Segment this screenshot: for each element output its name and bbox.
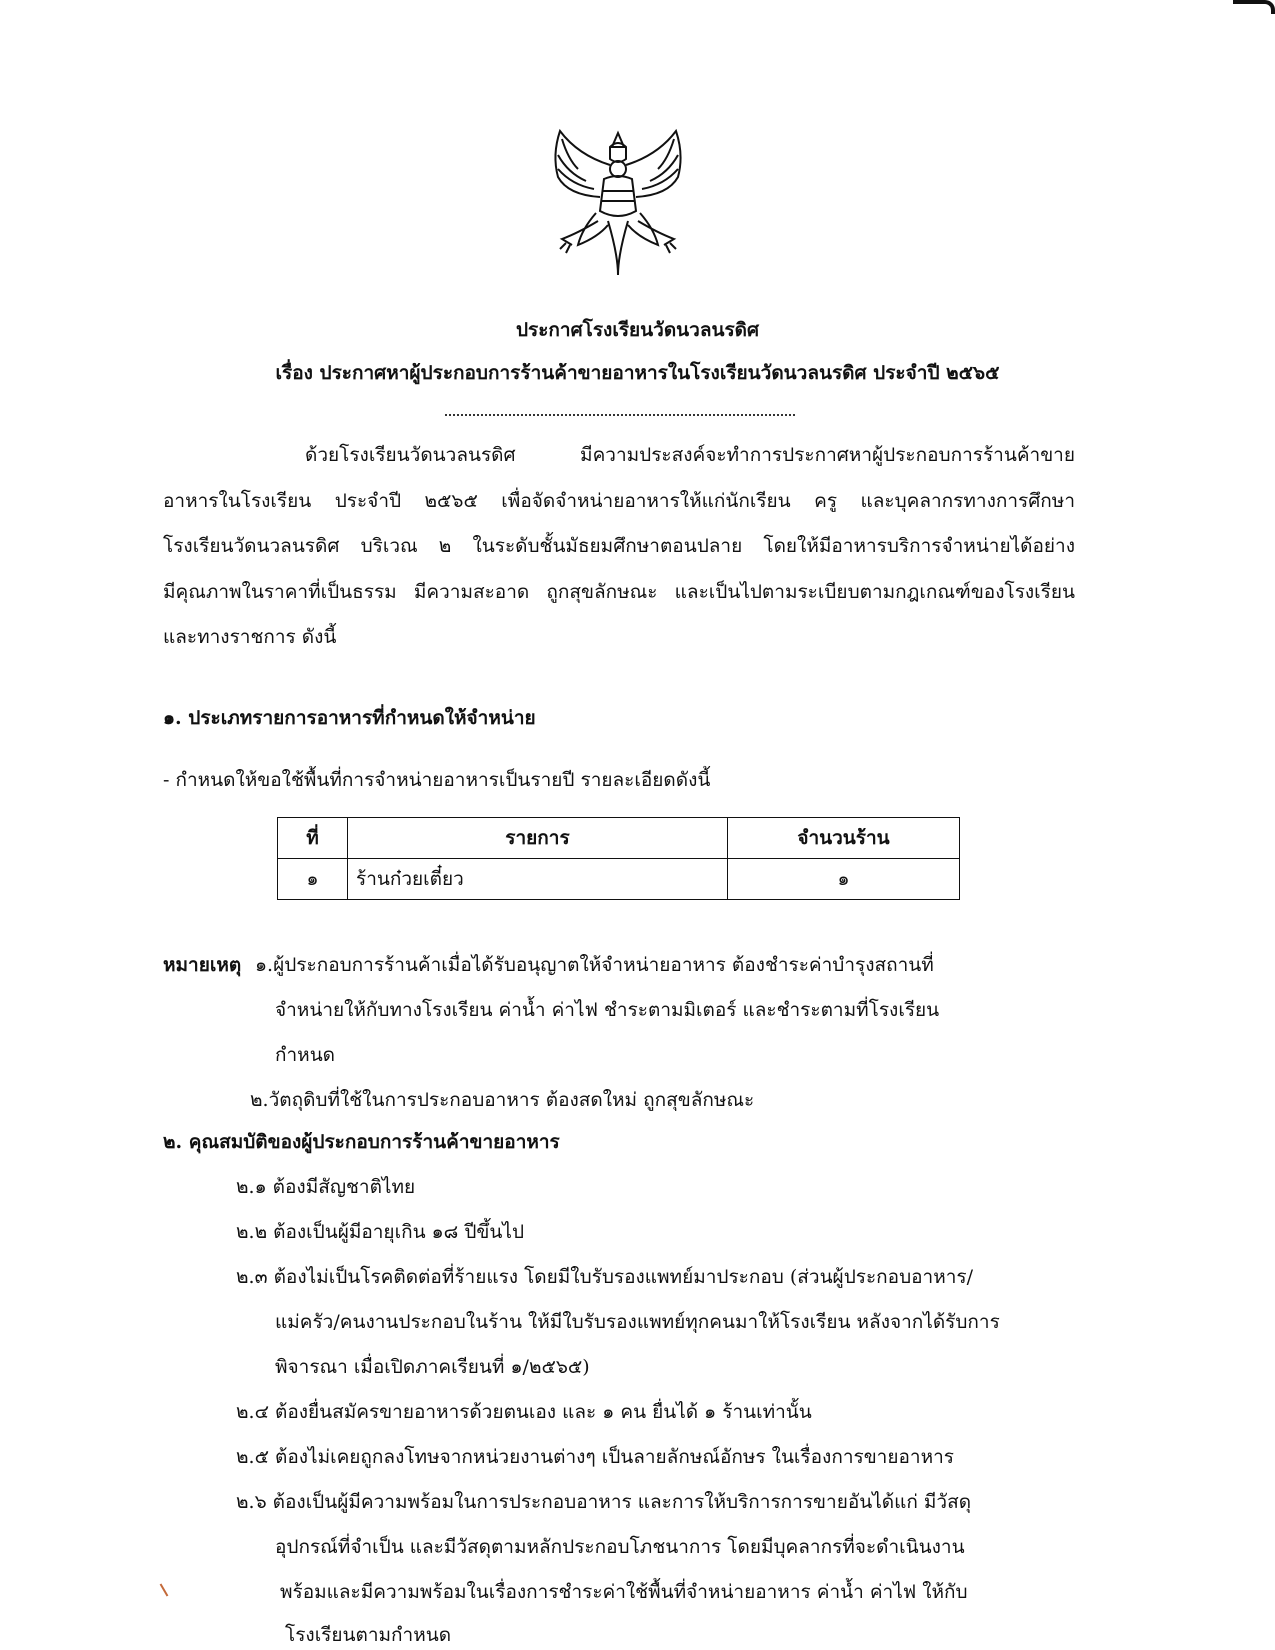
food-items-table (277, 817, 960, 900)
intro-line: ด้วยโรงเรียนวัดนวลนรดิศ มีความประสงค์จะทำการประกาศหาผู้ประกอบการร้านค้าขาย (305, 444, 1075, 466)
table-header-row (278, 818, 960, 859)
qualification-item: ๒.๖ ต้องเป็นผู้มีความพร้อมในการประกอบอาหาร และการให้บริการการขายอันได้แก่ มีวัสดุ (236, 1491, 972, 1513)
intro-line: และทางราชการ ดังนี้ (163, 626, 337, 648)
qualification-item: โรงเรียนตามกำหนด (285, 1624, 452, 1646)
table-row (278, 859, 960, 900)
qualification-item: ๒.๑ ต้องมีสัญชาติไทย (236, 1176, 416, 1198)
announcement-subject: เรื่อง ประกาศหาผู้ประกอบการร้านค้าขายอาหารในโรงเรียนวัดนวลนรดิศ ประจำปี ๒๕๖๕ (275, 362, 1000, 384)
intro-line: มีคุณภาพในราคาที่เป็นธรรม มีความสะอาด ถูกสุขลักษณะ และเป็นไปตามระเบียบตามกฎเกณฑ์ของโรงเรียน (163, 580, 1075, 603)
cell-item: ร้านก๋วยเตี๋ยว (348, 859, 728, 900)
remark-2: ๒.วัตถุดิบที่ใช้ในการประกอบอาหาร ต้องสดใหม่ ถูกสุขลักษณะ (250, 1089, 755, 1111)
section-1-heading: ๑. ประเภทรายการอาหารที่กำหนดให้จำหน่าย (163, 707, 536, 729)
column-header-count: จำนวนร้าน (728, 818, 960, 859)
qualification-item: พร้อมและมีความพร้อมในเรื่องการชำระค่าใช้พื้นที่จำหน่ายอาหาร ค่าน้ำ ค่าไฟ ให้กับ (280, 1581, 968, 1603)
qualification-item: ๒.๓ ต้องไม่เป็นโรคติดต่อที่ร้ายแรง โดยมีใบรับรองแพทย์มาประกอบ (ส่วนผู้ประกอบอาหาร/ (236, 1266, 974, 1288)
remarks-label: หมายเหตุ (163, 954, 242, 976)
garuda-emblem (538, 125, 698, 285)
intro-line: โรงเรียนวัดนวลนรดิศ บริเวณ ๒ ในระดับชั้นมัธยมศึกษาตอนปลาย โดยให้มีอาหารบริการจำหน่ายได้อย่าง (163, 535, 1075, 557)
scan-corner-mark (1233, 0, 1275, 14)
announcement-title: ประกาศโรงเรียนวัดนวลนรดิศ (515, 319, 760, 341)
cell-no: ๑ (278, 859, 348, 900)
column-header-item: รายการ (348, 818, 728, 859)
remark-1-line: ๑.ผู้ประกอบการร้านค้าเมื่อได้รับอนุญาตให้จำหน่ายอาหาร ต้องชำระค่าบำรุงสถานที่ (255, 954, 934, 976)
qualification-item: ๒.๔ ต้องยื่นสมัครขายอาหารด้วยตนเอง และ ๑ คน ยื่นได้ ๑ ร้านเท่านั้น (236, 1401, 812, 1423)
qualification-item: พิจารณา เมื่อเปิดภาคเรียนที่ ๑/๒๕๖๕) (275, 1356, 590, 1378)
intro-paragraph (163, 433, 1075, 661)
qualification-item: ๒.๒ ต้องเป็นผู้มีอายุเกิน ๑๘ ปีขึ้นไป (236, 1221, 525, 1243)
dotted-separator (445, 414, 795, 416)
section-2-heading: ๒. คุณสมบัติของผู้ประกอบการร้านค้าขายอาหาร (163, 1131, 560, 1153)
scan-stray-mark (160, 1583, 169, 1596)
remark-1-line: จำหน่ายให้กับทางโรงเรียน ค่าน้ำ ค่าไฟ ชำระตามมิเตอร์ และชำระตามที่โรงเรียน (275, 999, 940, 1021)
column-header-no: ที่ (278, 818, 348, 859)
qualification-item: ๒.๕ ต้องไม่เคยถูกลงโทษจากหน่วยงานต่างๆ เป็นลายลักษณ์อักษร ในเรื่องการขายอาหาร (236, 1446, 954, 1468)
cell-count: ๑ (728, 859, 960, 900)
qualification-item: แม่ครัว/คนงานประกอบในร้าน ให้มีใบรับรองแพทย์ทุกคนมาให้โรงเรียน หลังจากได้รับการ (275, 1311, 1000, 1333)
qualification-item: อุปกรณ์ที่จำเป็น และมีวัสดุตามหลักประกอบโภชนาการ โดยมีบุคลากรที่จะดำเนินงาน (275, 1536, 965, 1558)
section-1-note: - กำหนดให้ขอใช้พื้นที่การจำหน่ายอาหารเป็นรายปี รายละเอียดดังนี้ (163, 769, 711, 791)
intro-line: อาหารในโรงเรียน ประจำปี ๒๕๖๕ เพื่อจัดจำหน่ายอาหารให้แก่นักเรียน ครู และบุคลากรทางการศึกษา (163, 489, 1075, 512)
remark-1-line: กำหนด (275, 1044, 336, 1066)
